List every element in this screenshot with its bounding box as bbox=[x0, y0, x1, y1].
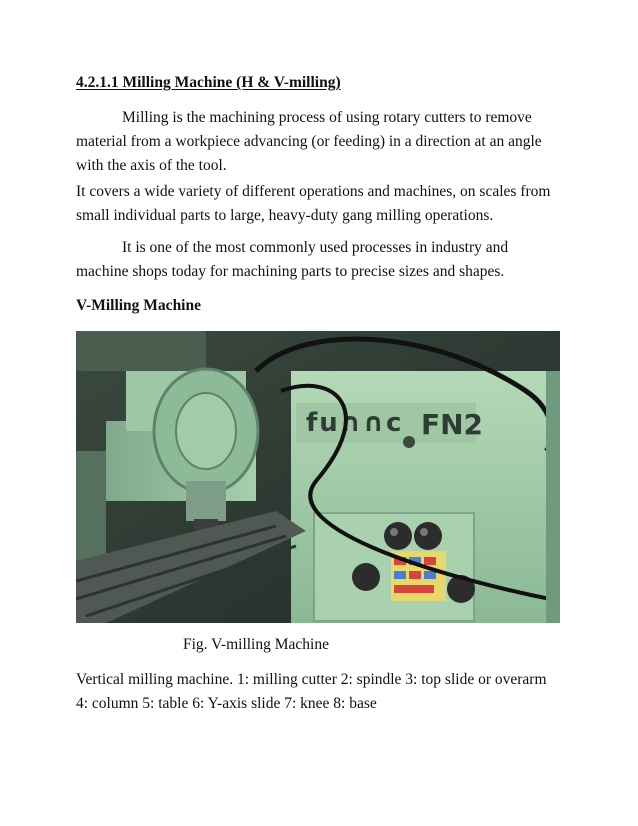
svg-text:fu∩∩c: fu∩∩c bbox=[306, 408, 404, 438]
figure-caption: Fig. V-milling Machine bbox=[183, 636, 329, 653]
milling-machine-photo bbox=[76, 331, 560, 623]
section-heading: 4.2.1.1 Milling Machine (H & V-milling) bbox=[76, 74, 341, 91]
paragraph-milling-scope: It covers a wide variety of different operations and machines, on scales from small individual parts to large, heavy-duty gang milling operations. bbox=[76, 183, 551, 224]
subsection-heading: V-Milling Machine bbox=[76, 297, 201, 314]
figure-description: Vertical milling machine. 1: milling cutter 2: spindle 3: top slide or overarm 4: column 5: table 6: Y-axis slide 7: knee 8: base bbox=[76, 671, 547, 712]
paragraph-milling-usage: It is one of the most commonly used processes in industry and machine shops today for machining parts to precise sizes and shapes. bbox=[76, 239, 509, 280]
machine-label: FN2 bbox=[421, 408, 484, 441]
paragraph-milling-definition: Milling is the machining process of using rotary cutters to remove material from a workpiece advancing (or feeding) in a direction at an angle with the axis of the tool. bbox=[76, 109, 542, 174]
